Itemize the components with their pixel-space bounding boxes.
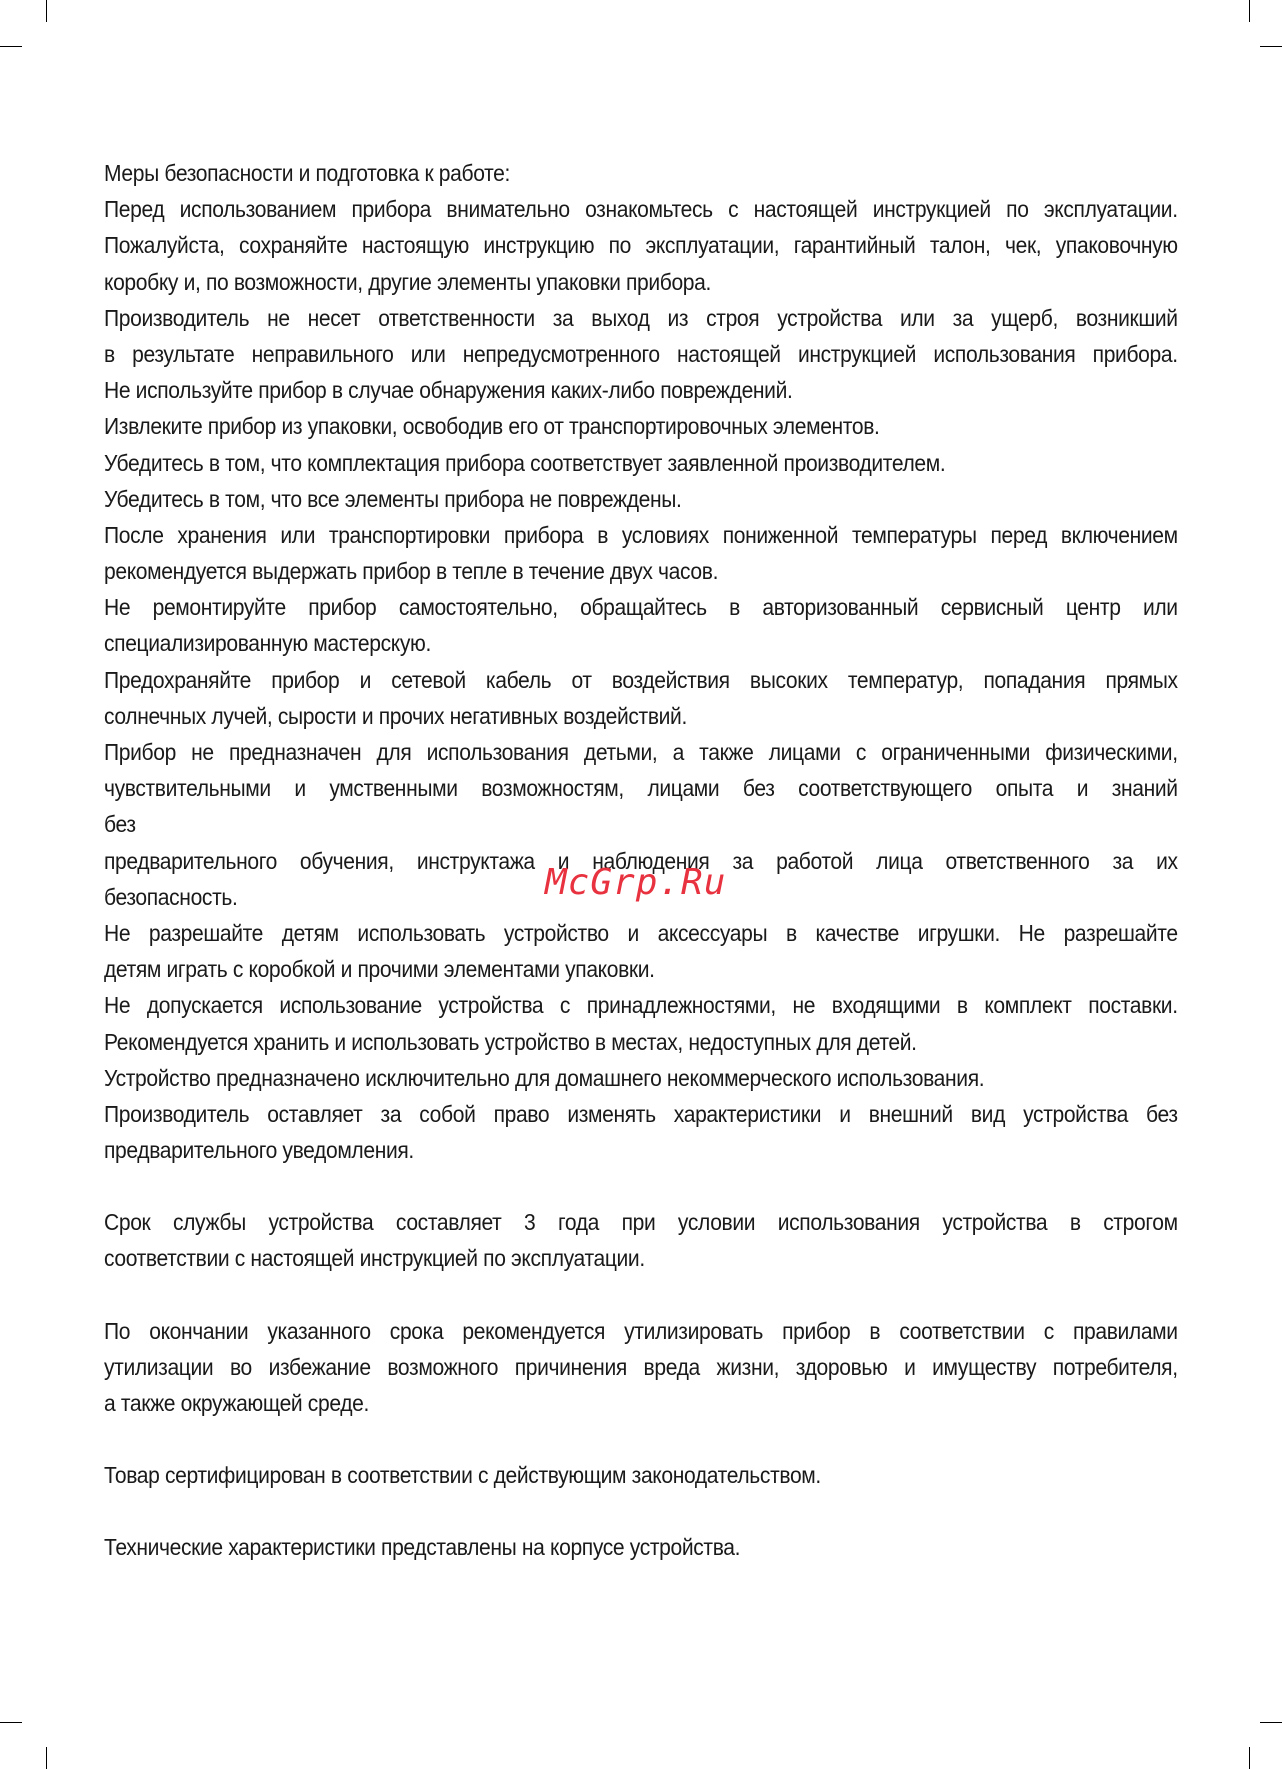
paragraph-gap [104,1421,1178,1457]
text-line: Рекомендуется хранить и использовать устройство в местах, недоступных для детей. [104,1028,917,1055]
disposal-section [104,1313,1178,1422]
document-body [104,155,1178,1566]
text-line: Пожалуйста, сохраняйте настоящую инструкцию по эксплуатации, гарантийный талон, чек, упаковочную [104,232,1178,259]
paragraph-gap [104,1493,1178,1529]
text-line: а также окружающей среде. [104,1390,369,1416]
text-line: рекомендуется выдержать прибор в тепле в течение двух часов. [104,558,719,585]
text-line: Производитель оставляет за собой право изменять характеристики и внешний вид устройства без [104,1100,1178,1127]
text-line: Не используйте прибор в случае обнаружения каких-либо повреждений. [104,377,793,404]
crop-mark-bottom-right-horizontal [1260,1722,1282,1723]
crop-mark-bottom-right-vertical [1249,1747,1250,1769]
specs-text: Технические характеристики представлены на корпусе устройства. [104,1534,741,1561]
text-line: предварительного уведомления. [104,1137,414,1164]
text-line: коробку и, по возможности, другие элементы упаковки прибора. [104,268,711,295]
section-heading: Меры безопасности и подготовка к работе: [104,160,510,186]
text-line: Предохраняйте прибор и сетевой кабель от воздействия высоких температур, попадания прямых [104,666,1178,693]
text-line: Срок службы устройства составляет 3 года при условии использования устройства в строгом [104,1209,1178,1236]
certification-text: Товар сертифицирован в соответствии с действующим законодательством. [104,1462,821,1489]
crop-mark-bottom-left-vertical [46,1747,47,1769]
text-line: безопасность. [104,883,238,910]
crop-mark-top-right-vertical [1249,0,1250,22]
paragraph-gap [104,1277,1178,1313]
text-line: специализированную мастерскую. [104,630,431,657]
text-line: Убедитесь в том, что все элементы прибора не повреждены. [104,485,682,512]
text-line: Убедитесь в том, что комплектация прибора соответствует заявленной производителем. [104,449,946,476]
text-line: в результате неправильного или непредусмотренного настоящей инструкцией использования прибора. [104,340,1178,367]
crop-mark-bottom-left-horizontal [0,1722,22,1723]
text-line: чувствительными и умственными возможностям, лицами без соответствующего опыта и знаний [104,775,1178,802]
crop-mark-top-right-horizontal [1260,46,1282,47]
text-line: Производитель не несет ответственности за выход из строя устройства или за ущерб, возникший [104,304,1178,331]
safety-section [104,155,1178,1168]
text-line: Не ремонтируйте прибор самостоятельно, обращайтесь в авторизованный сервисный центр или [104,594,1178,621]
text-line: Перед использованием прибора внимательно ознакомьтесь с настоящей инструкцией по эксплуатации. [104,196,1178,223]
text-line: предварительного обучения, инструктажа и наблюдения за работой лица ответственного за их [104,847,1178,874]
text-line: без [104,811,136,838]
text-line: Устройство предназначено исключительно для домашнего некоммерческого использования. [104,1064,985,1091]
text-line: Извлеките прибор из упаковки, освободив его от транспортировочных элементов. [104,413,880,440]
text-line: Прибор не предназначен для использования детьми, а также лицами с ограниченными физическими, [104,739,1178,765]
text-line: детям играть с коробкой и прочими элементами упаковки. [104,956,655,983]
crop-mark-top-left-horizontal [0,46,22,47]
service-life-section [104,1204,1178,1276]
watermark: McGrp.Ru [545,862,727,903]
crop-mark-top-left-vertical [46,0,47,22]
text-line: утилизации во избежание возможного причинения вреда жизни, здоровью и имуществу потребителя, [104,1353,1178,1380]
text-line: Не разрешайте детям использовать устройство и аксессуары в качестве игрушки. Не разрешайте [104,919,1178,946]
text-line: соответствии с настоящей инструкцией по эксплуатации. [104,1245,645,1272]
text-line: После хранения или транспортировки прибора в условиях пониженной температуры перед включением [104,521,1178,548]
text-line: солнечных лучей, сырости и прочих негативных воздействий. [104,702,687,729]
text-line: Не допускается использование устройства с принадлежностями, не входящими в комплект поставки. [104,992,1178,1019]
paragraph-gap [104,1168,1178,1204]
text-line: По окончании указанного срока рекомендуется утилизировать прибор в соответствии с правилами [104,1317,1178,1344]
